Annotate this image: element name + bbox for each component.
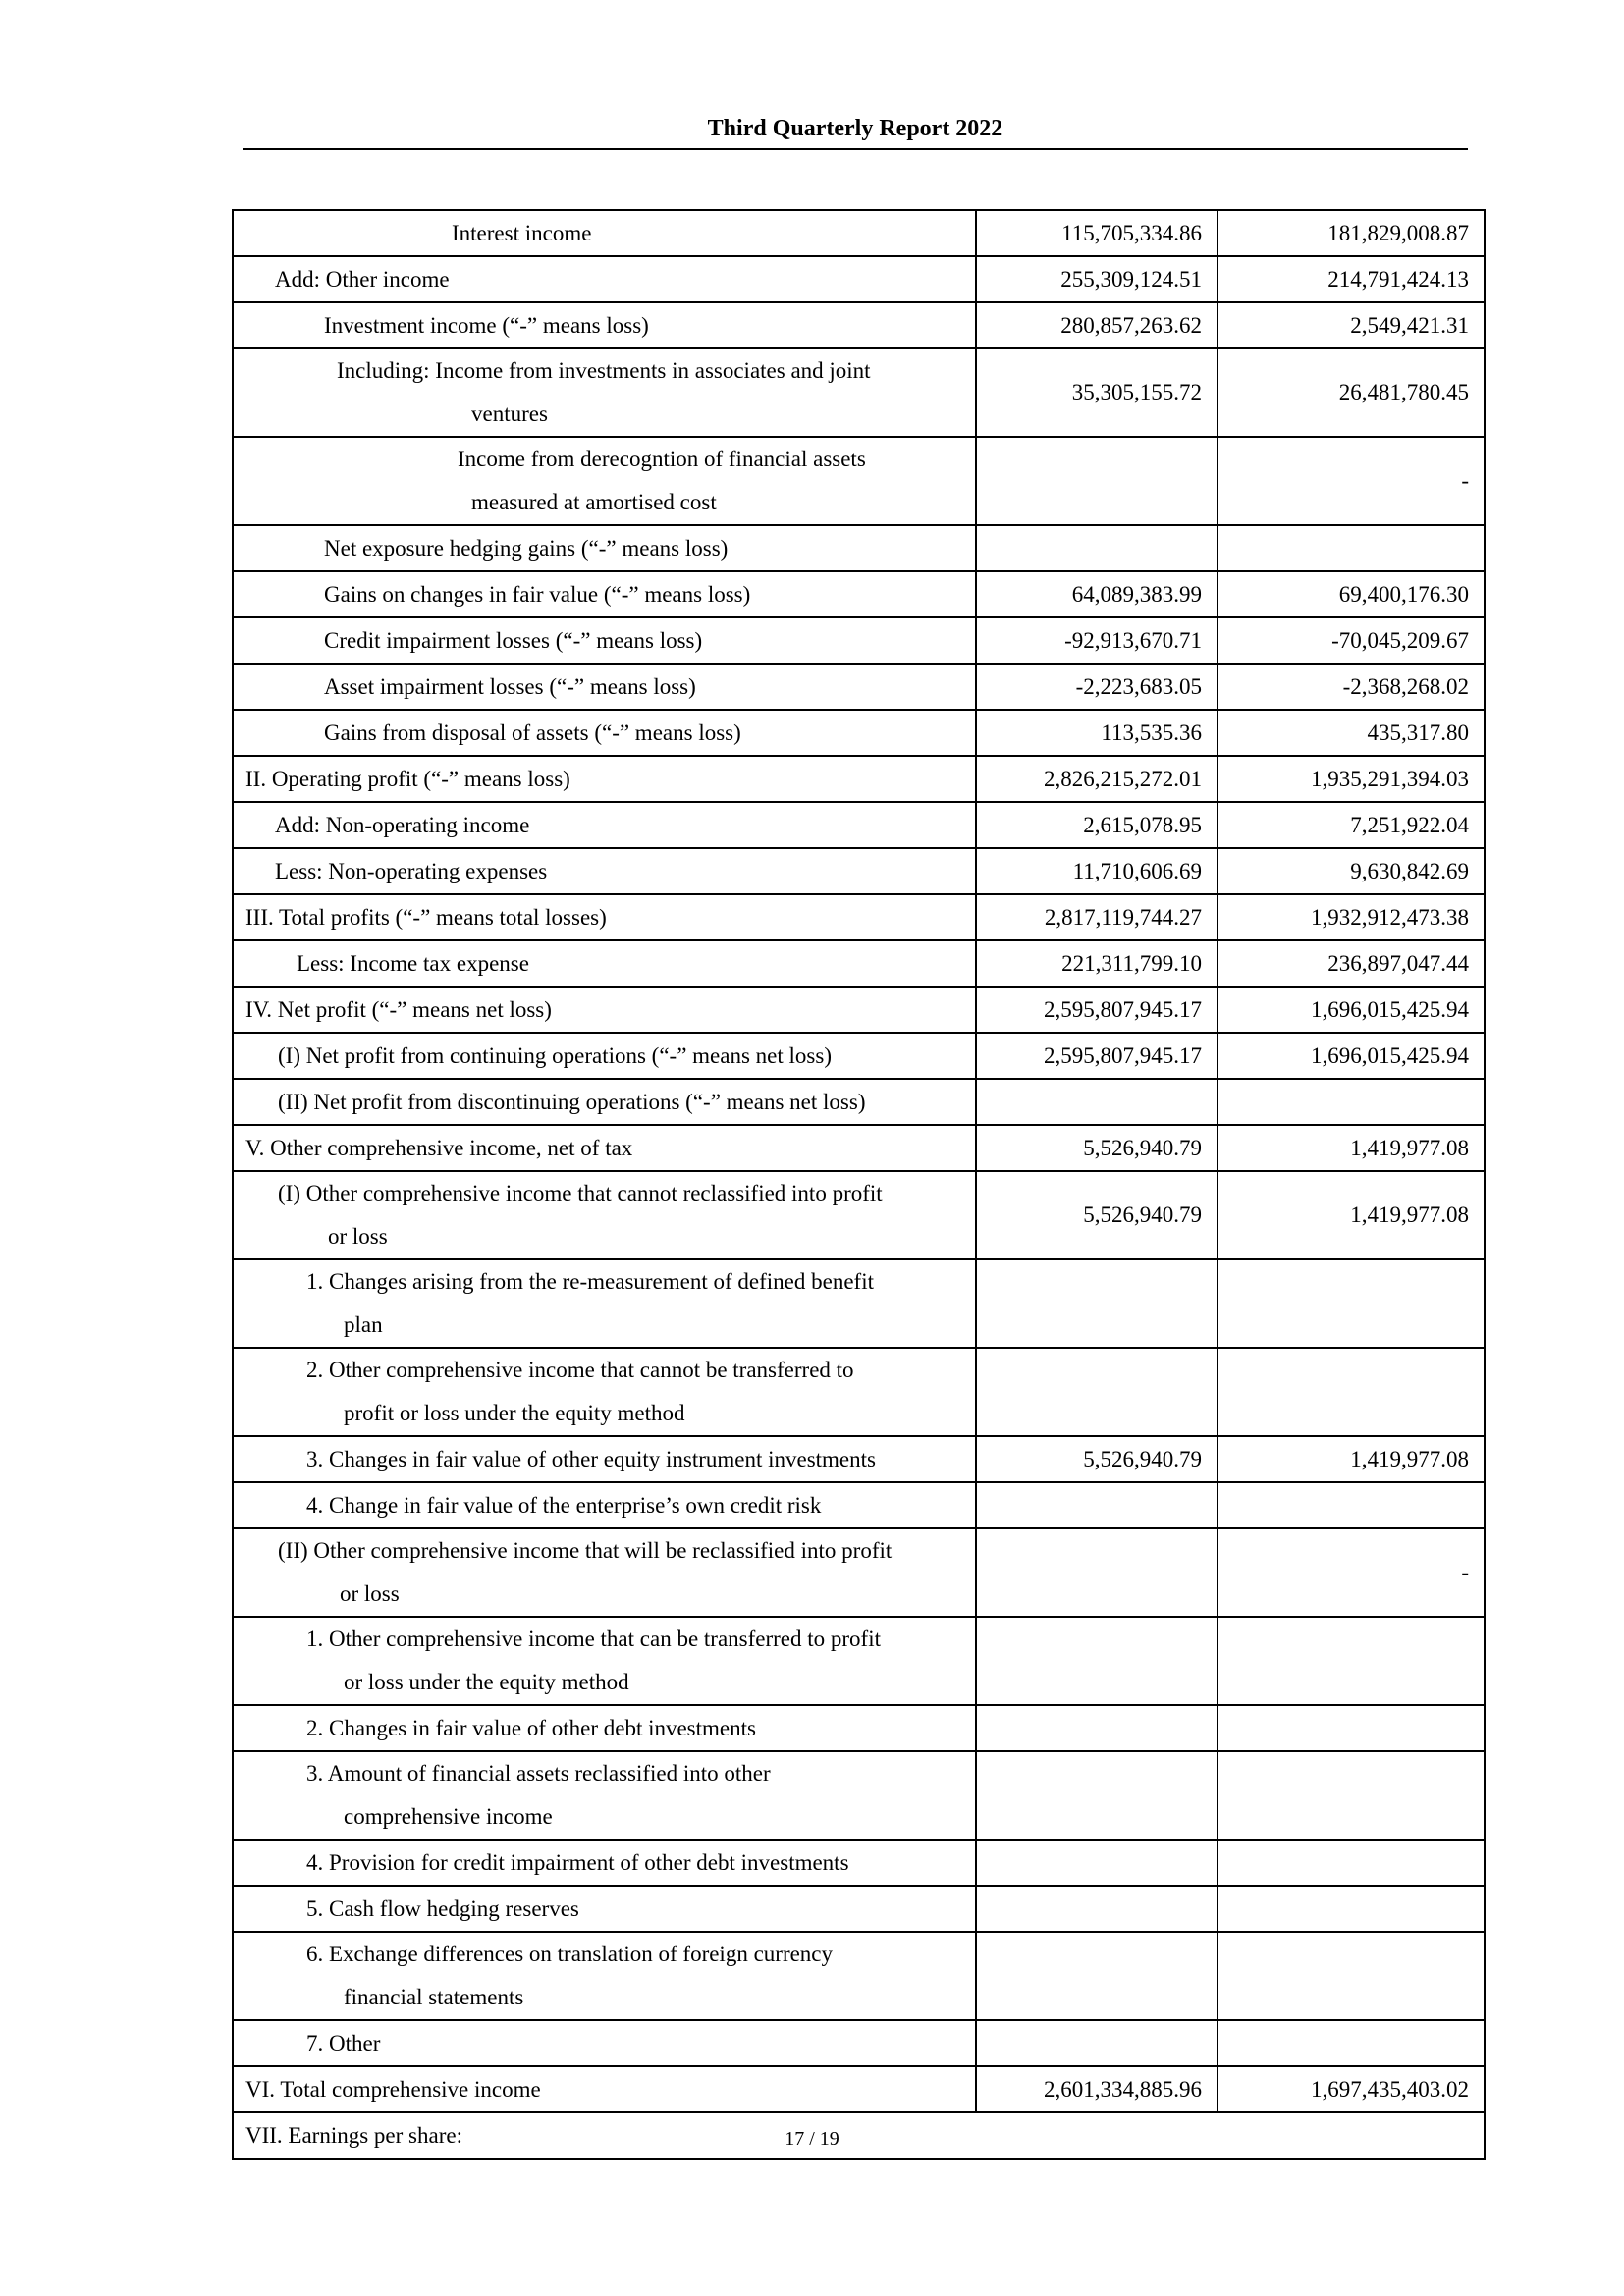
row-label-text: (II) Net profit from discontinuing operations (“-” means net loss) xyxy=(278,1090,866,1114)
row-label-text: IV. Net profit (“-” means net loss) xyxy=(245,997,552,1022)
table-row xyxy=(233,1348,1485,1436)
row-label xyxy=(233,1171,976,1259)
current-period-value: 221,311,799.10 xyxy=(976,940,1218,987)
prior-period-value: 1,419,977.08 xyxy=(1218,1436,1485,1482)
header-divider xyxy=(243,148,1468,150)
prior-period-value xyxy=(1218,1840,1485,1886)
row-label-continuation: or loss xyxy=(340,1581,400,1606)
current-period-value xyxy=(976,1886,1218,1932)
row-label-text: Add: Non-operating income xyxy=(275,813,530,837)
prior-period-value xyxy=(1218,1886,1485,1932)
current-period-value: 255,309,124.51 xyxy=(976,256,1218,302)
current-period-value: 35,305,155.72 xyxy=(976,348,1218,437)
current-period-value: 2,817,119,744.27 xyxy=(976,894,1218,940)
row-label xyxy=(233,1348,976,1436)
prior-period-value: 1,935,291,394.03 xyxy=(1218,756,1485,802)
row-label xyxy=(233,894,976,940)
row-label-text: II. Operating profit (“-” means loss) xyxy=(245,767,570,791)
table-row xyxy=(233,1171,1485,1259)
current-period-value: -2,223,683.05 xyxy=(976,664,1218,710)
table-row xyxy=(233,2066,1485,2112)
prior-period-value: 9,630,842.69 xyxy=(1218,848,1485,894)
row-label xyxy=(233,1932,976,2020)
prior-period-value xyxy=(1218,1751,1485,1840)
current-period-value xyxy=(976,1528,1218,1617)
prior-period-value: 1,419,977.08 xyxy=(1218,1171,1485,1259)
prior-period-value xyxy=(1218,1932,1485,2020)
current-period-value: -92,913,670.71 xyxy=(976,617,1218,664)
row-label-text: Investment income (“-” means loss) xyxy=(324,313,649,338)
current-period-value: 5,526,940.79 xyxy=(976,1125,1218,1171)
row-label xyxy=(233,1079,976,1125)
row-label xyxy=(233,302,976,348)
prior-period-value: 2,549,421.31 xyxy=(1218,302,1485,348)
row-label-text: 7. Other xyxy=(306,2031,381,2056)
table-row xyxy=(233,525,1485,571)
current-period-value xyxy=(976,1259,1218,1348)
row-label xyxy=(233,617,976,664)
prior-period-value: 26,481,780.45 xyxy=(1218,348,1485,437)
row-label xyxy=(233,664,976,710)
row-label xyxy=(233,437,976,525)
row-label-continuation: financial statements xyxy=(344,1985,524,2009)
current-period-value: 64,089,383.99 xyxy=(976,571,1218,617)
row-label-text: Add: Other income xyxy=(275,267,450,292)
row-label xyxy=(233,1617,976,1705)
table-row xyxy=(233,664,1485,710)
table-row xyxy=(233,987,1485,1033)
table-row xyxy=(233,1079,1485,1125)
row-label-text: Income from derecogntion of financial assets xyxy=(458,447,866,471)
table-row xyxy=(233,1528,1485,1617)
current-period-value: 11,710,606.69 xyxy=(976,848,1218,894)
row-label xyxy=(233,1436,976,1482)
row-label-text: VII. Earnings per share: xyxy=(245,2123,462,2148)
row-label-continuation: profit or loss under the equity method xyxy=(344,1401,685,1425)
row-label xyxy=(233,848,976,894)
prior-period-value: 1,697,435,403.02 xyxy=(1218,2066,1485,2112)
row-label-text: V. Other comprehensive income, net of tax xyxy=(245,1136,633,1160)
current-period-value: 2,826,215,272.01 xyxy=(976,756,1218,802)
table-row xyxy=(233,1705,1485,1751)
table-row xyxy=(233,1033,1485,1079)
current-period-value: 2,595,807,945.17 xyxy=(976,1033,1218,1079)
prior-period-value xyxy=(1218,1259,1485,1348)
current-period-value xyxy=(976,1482,1218,1528)
prior-period-value: 236,897,047.44 xyxy=(1218,940,1485,987)
row-label xyxy=(233,571,976,617)
row-label xyxy=(233,2066,976,2112)
row-label xyxy=(233,1751,976,1840)
prior-period-value: 214,791,424.13 xyxy=(1218,256,1485,302)
prior-period-value xyxy=(1218,1079,1485,1125)
row-label-text: Less: Non-operating expenses xyxy=(275,859,548,883)
current-period-value xyxy=(976,525,1218,571)
row-label-text: 1. Changes arising from the re-measurement of defined benefit xyxy=(306,1269,874,1294)
prior-period-value: 181,829,008.87 xyxy=(1218,210,1485,256)
row-label xyxy=(233,1705,976,1751)
row-label-text: 3. Amount of financial assets reclassified into other xyxy=(306,1761,771,1786)
table-row xyxy=(233,802,1485,848)
table-row xyxy=(233,302,1485,348)
row-label-text: (I) Net profit from continuing operations (“-” means net loss) xyxy=(278,1043,832,1068)
current-period-value xyxy=(976,1079,1218,1125)
row-label xyxy=(233,710,976,756)
row-label xyxy=(233,1528,976,1617)
current-period-value: 2,601,334,885.96 xyxy=(976,2066,1218,2112)
table-row xyxy=(233,848,1485,894)
row-label-text: Less: Income tax expense xyxy=(297,951,529,976)
row-label xyxy=(233,256,976,302)
table-row xyxy=(233,756,1485,802)
row-label xyxy=(233,756,976,802)
prior-period-value: 435,317.80 xyxy=(1218,710,1485,756)
row-label-text: Asset impairment losses (“-” means loss) xyxy=(324,674,696,699)
row-label-text: III. Total profits (“-” means total losses) xyxy=(245,905,607,930)
current-period-value xyxy=(976,1751,1218,1840)
row-label xyxy=(233,1125,976,1171)
current-period-value: 113,535.36 xyxy=(976,710,1218,756)
row-label-text: VI. Total comprehensive income xyxy=(245,2077,541,2102)
row-label xyxy=(233,1840,976,1886)
current-period-value: 5,526,940.79 xyxy=(976,1171,1218,1259)
row-label-text: Gains on changes in fair value (“-” means loss) xyxy=(324,582,751,607)
prior-period-value xyxy=(1218,1705,1485,1751)
prior-period-value: - xyxy=(1218,1528,1485,1617)
table-row xyxy=(233,1932,1485,2020)
row-label xyxy=(233,2020,976,2066)
current-period-value: 5,526,940.79 xyxy=(976,1436,1218,1482)
table-row xyxy=(233,1617,1485,1705)
table-row xyxy=(233,2020,1485,2066)
row-label-text: (I) Other comprehensive income that cannot reclassified into profit xyxy=(278,1181,883,1205)
row-label xyxy=(233,802,976,848)
page-number: 17 / 19 xyxy=(785,2128,839,2150)
row-label-text: (II) Other comprehensive income that will be reclassified into profit xyxy=(278,1538,893,1563)
report-header-title: Third Quarterly Report 2022 xyxy=(707,116,1003,141)
table-row xyxy=(233,1482,1485,1528)
row-label-continuation: or loss under the equity method xyxy=(344,1670,629,1694)
table-row xyxy=(233,1751,1485,1840)
table-row xyxy=(233,437,1485,525)
prior-period-value: - xyxy=(1218,437,1485,525)
row-label-text: 2. Other comprehensive income that cannot be transferred to xyxy=(306,1358,854,1382)
current-period-value xyxy=(976,437,1218,525)
prior-period-value: 1,932,912,473.38 xyxy=(1218,894,1485,940)
row-label-continuation: comprehensive income xyxy=(344,1804,553,1829)
row-label-text: 5. Cash flow hedging reserves xyxy=(306,1896,579,1921)
row-label-text: 1. Other comprehensive income that can be transferred to profit xyxy=(306,1627,881,1651)
row-label xyxy=(233,987,976,1033)
row-label-text: 6. Exchange differences on translation of foreign currency xyxy=(306,1942,834,1966)
table-row xyxy=(233,571,1485,617)
row-label xyxy=(233,940,976,987)
row-label-text: Interest income xyxy=(452,221,592,245)
row-label-text: Net exposure hedging gains (“-” means loss) xyxy=(324,536,729,561)
prior-period-value: 69,400,176.30 xyxy=(1218,571,1485,617)
prior-period-value: -2,368,268.02 xyxy=(1218,664,1485,710)
table-row xyxy=(233,710,1485,756)
row-label xyxy=(233,1886,976,1932)
row-label-text: Including: Income from investments in associates and joint xyxy=(337,358,871,383)
row-label-text: 3. Changes in fair value of other equity instrument investments xyxy=(306,1447,876,1471)
current-period-value xyxy=(976,2020,1218,2066)
row-label-text: 2. Changes in fair value of other debt investments xyxy=(306,1716,756,1740)
row-label-text: 4. Change in fair value of the enterprise’s own credit risk xyxy=(306,1493,822,1518)
row-label-text: 4. Provision for credit impairment of other debt investments xyxy=(306,1850,849,1875)
current-period-value xyxy=(976,1348,1218,1436)
table-row xyxy=(233,894,1485,940)
prior-period-value: -70,045,209.67 xyxy=(1218,617,1485,664)
table-row xyxy=(233,256,1485,302)
prior-period-value xyxy=(1218,2020,1485,2066)
row-label xyxy=(233,525,976,571)
prior-period-value: 1,696,015,425.94 xyxy=(1218,1033,1485,1079)
row-label xyxy=(233,1482,976,1528)
row-label-text: Gains from disposal of assets (“-” means loss) xyxy=(324,721,741,745)
table-row xyxy=(233,348,1485,437)
table-row xyxy=(233,1840,1485,1886)
current-period-value: 115,705,334.86 xyxy=(976,210,1218,256)
prior-period-value: 1,696,015,425.94 xyxy=(1218,987,1485,1033)
row-label xyxy=(233,1259,976,1348)
table-row xyxy=(233,1886,1485,1932)
current-period-value: 280,857,263.62 xyxy=(976,302,1218,348)
prior-period-value: 7,251,922.04 xyxy=(1218,802,1485,848)
income-statement-table xyxy=(232,209,1486,2160)
table-row xyxy=(233,940,1485,987)
current-period-value: 2,595,807,945.17 xyxy=(976,987,1218,1033)
table-row xyxy=(233,1125,1485,1171)
current-period-value: 2,615,078.95 xyxy=(976,802,1218,848)
current-period-value xyxy=(976,1617,1218,1705)
row-label-continuation: plan xyxy=(344,1312,383,1337)
prior-period-value xyxy=(1218,1617,1485,1705)
current-period-value xyxy=(976,1705,1218,1751)
row-label xyxy=(233,210,976,256)
row-label-continuation: ventures xyxy=(471,401,548,426)
row-label-continuation: or loss xyxy=(328,1224,388,1249)
table-row xyxy=(233,617,1485,664)
current-period-value xyxy=(976,1840,1218,1886)
row-label-text: Credit impairment losses (“-” means loss) xyxy=(324,628,703,653)
row-label xyxy=(233,348,976,437)
table-row xyxy=(233,1436,1485,1482)
prior-period-value xyxy=(1218,525,1485,571)
prior-period-value: 1,419,977.08 xyxy=(1218,1125,1485,1171)
table-row xyxy=(233,1259,1485,1348)
prior-period-value xyxy=(1218,1348,1485,1436)
row-label xyxy=(233,1033,976,1079)
row-label-continuation: measured at amortised cost xyxy=(471,490,717,514)
table-row xyxy=(233,210,1485,256)
current-period-value xyxy=(976,1932,1218,2020)
prior-period-value xyxy=(1218,1482,1485,1528)
